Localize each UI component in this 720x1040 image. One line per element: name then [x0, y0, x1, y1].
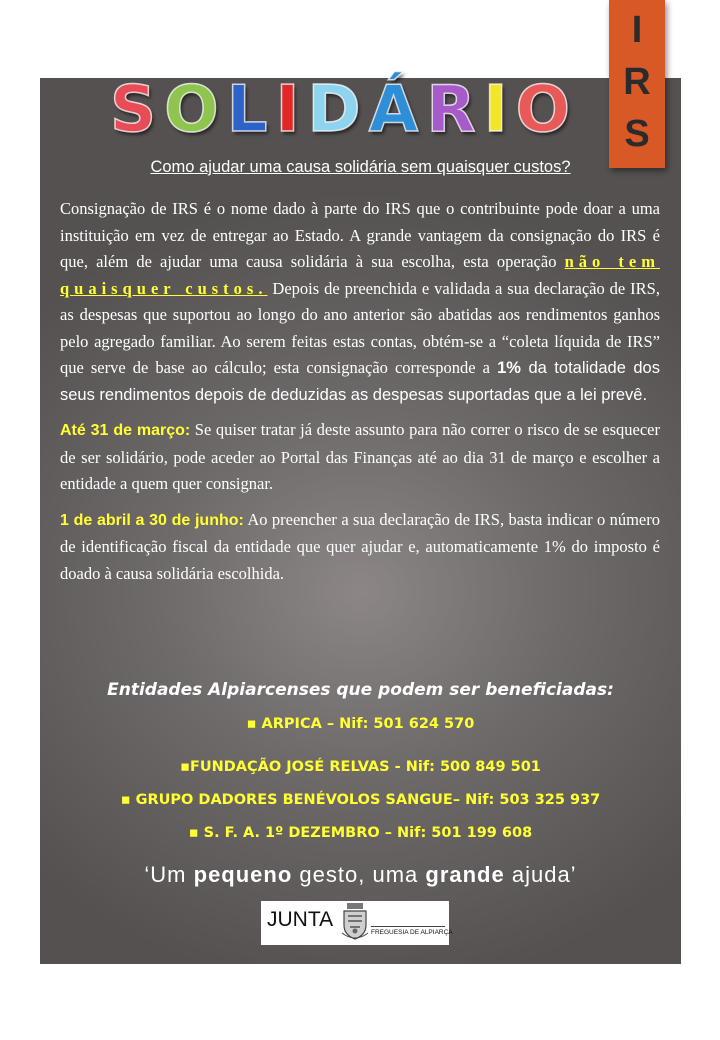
irs-tab [609, 0, 665, 168]
title-letter: L [226, 73, 268, 147]
slogan-part: gesto, uma [292, 862, 426, 887]
deadline-march-paragraph [60, 417, 660, 498]
slogan [40, 862, 681, 888]
title-letter: R [426, 73, 476, 147]
intro-paragraph [60, 196, 660, 408]
body-text [60, 196, 660, 596]
crest-icon [341, 903, 369, 941]
title-letter: Á [368, 73, 419, 147]
entity-item: ▪FUNDAÇÃO JOSÉ RELVAS - Nif: 500 849 501 [180, 759, 541, 775]
irs-letter: I [631, 9, 643, 51]
logo-word: JUNTA [267, 908, 334, 931]
entity-item: ▪ ARPICA – Nif: 501 624 570 [246, 716, 475, 732]
deadline-march-text: Se quiser tratar já deste assunto para não correr o risco de se esquecer de ser solidário, pode aceder ao Portal das Finanças até ao dia 31 de março e escolher a entidade a quem quer consignar. [60, 420, 660, 493]
deadline-march-label: Até 31 de março: [60, 422, 191, 439]
logo-caption: FREGUESIA DE ALPIARÇA [371, 926, 445, 936]
title-letter: O [164, 73, 219, 147]
slogan-part: ‘Um [144, 862, 194, 887]
entity-item: ▪ GRUPO DADORES BENÉVOLOS SANGUE– Nif: 503 325 937 [120, 792, 601, 808]
entity-item: ▪ S. F. A. 1º DEZEMBRO – Nif: 501 199 608 [188, 825, 533, 841]
slogan-bold: grande [425, 862, 505, 887]
title-letter: O [515, 73, 570, 147]
page-title [110, 70, 570, 147]
title-letter: I [483, 73, 508, 147]
no-cost-highlight: não tem quaisquer custos. [60, 252, 660, 298]
title-letter: S [110, 73, 157, 147]
title-letter: D [307, 73, 361, 147]
subtitle: Como ajudar uma causa solidária sem quaisquer custos? [150, 158, 571, 176]
entities-heading: Entidades Alpiarcenses que podem ser beneficiadas: [107, 680, 614, 700]
irs-letter: R [623, 61, 651, 103]
deadline-june-paragraph [60, 507, 660, 588]
title-letter: I [275, 73, 300, 147]
deadline-june-label: 1 de abril a 30 de junho: [60, 511, 244, 529]
irs-letter: S [624, 113, 650, 155]
junta-logo [261, 901, 453, 945]
deadline-june-text: Ao preencher a sua declaração de IRS, basta indicar o número de identificação fiscal da entidade que quer ajudar e, automaticamente 1% do imposto é doado à causa solidária escolhida. [60, 509, 661, 583]
intro-part3: da totalidade dos seus rendimentos depois de deduzidas as despesas suportadas que a lei prevê. [60, 359, 660, 404]
intro-part2: Depois de preenchida e validada a sua declaração de IRS, as despesas que suportou ao longo do ano anterior são abatidas aos rendimentos ganhos pelo agregado familiar. Ao serem feitas estas contas, obtém-se a “coleta líquida de IRS” que serve de base ao cálculo; esta consignação corresponde a [60, 278, 660, 377]
slogan-bold: pequeno [193, 862, 293, 887]
slogan-part: ajuda’ [504, 862, 577, 887]
intro-part1: Consignação de IRS é o nome dado à parte do IRS que o contribuinte pode doar a uma instituição em vez de entregar ao Estado. A grande vantagem da consignação do IRS é que, além de ajudar uma causa solidária à sua escolha, esta operação [60, 199, 660, 271]
percent-value: 1% [497, 359, 521, 377]
